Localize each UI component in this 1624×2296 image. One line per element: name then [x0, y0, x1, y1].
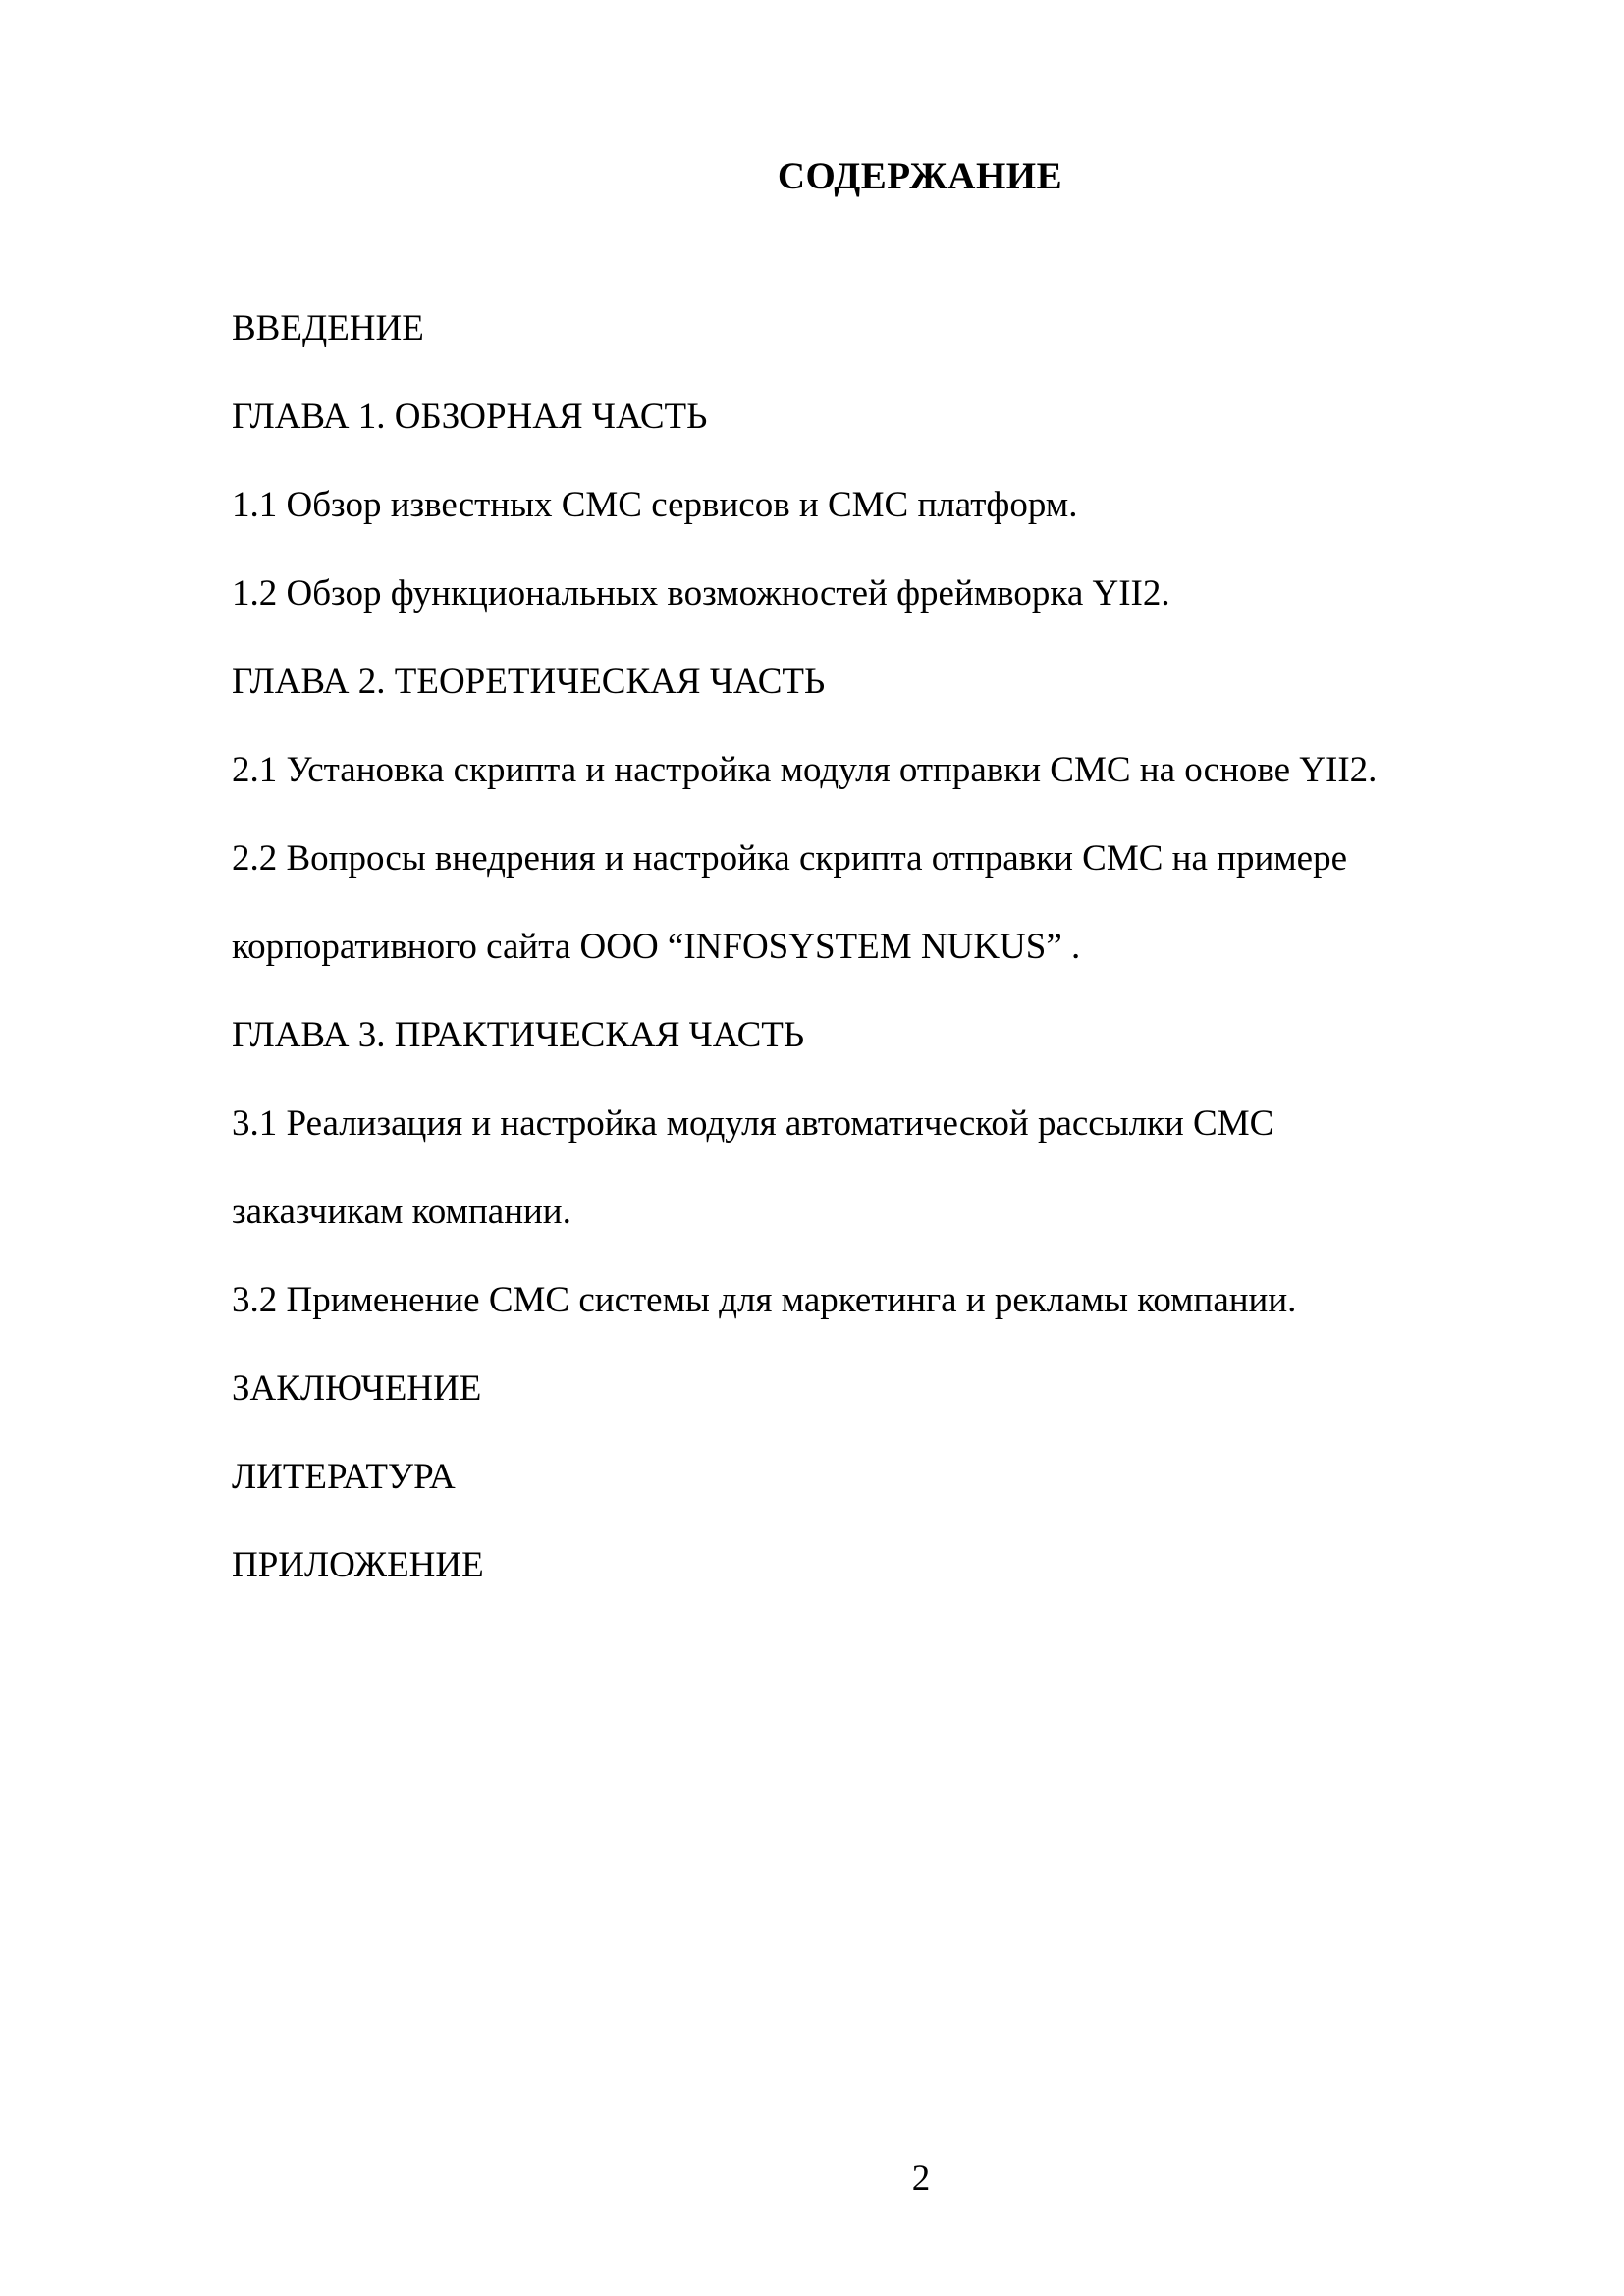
toc-entry-section-3-2: 3.2 Применение СМС системы для маркетинга и рекламы компании. [232, 1280, 1297, 1320]
toc-entry-section-2-1: 2.1 Установка скрипта и настройка модуля отправки СМС на основе YII2. [232, 750, 1378, 790]
toc-entry-literature: ЛИТЕРАТУРА [232, 1457, 456, 1497]
toc-entry-conclusion: ЗАКЛЮЧЕНИЕ [232, 1368, 482, 1409]
toc-entry-section-1-2: 1.2 Обзор функциональных возможностей фреймворка YII2. [232, 573, 1170, 614]
toc-entry-section-1-1: 1.1 Обзор известных СМС сервисов и СМС платформ. [232, 485, 1078, 525]
toc-entry-chapter-2: ГЛАВА 2. ТЕОРЕТИЧЕСКАЯ ЧАСТЬ [232, 662, 826, 702]
toc-entry-section-3-1: 3.1 Реализация и настройка модуля автоматической рассылки СМС [232, 1103, 1274, 1144]
table-of-contents [232, 285, 1508, 1610]
toc-entry-section-2-2-continued: корпоративного сайта ООО “INFOSYSTEM NUKUS” . [232, 927, 1081, 967]
toc-entry-introduction: ВВЕДЕНИЕ [232, 308, 424, 348]
toc-entry-chapter-3: ГЛАВА 3. ПРАКТИЧЕСКАЯ ЧАСТЬ [232, 1015, 805, 1055]
page-number: 2 [911, 2159, 931, 2199]
toc-entry-appendix: ПРИЛОЖЕНИЕ [232, 1545, 484, 1585]
toc-entry-section-3-1-continued: заказчикам компании. [232, 1192, 571, 1232]
toc-entry-chapter-1: ГЛАВА 1. ОБЗОРНАЯ ЧАСТЬ [232, 397, 708, 437]
toc-entry-section-2-2: 2.2 Вопросы внедрения и настройка скрипта отправки СМС на примере [232, 838, 1347, 879]
page-title: СОДЕРЖАНИЕ [777, 155, 1063, 197]
